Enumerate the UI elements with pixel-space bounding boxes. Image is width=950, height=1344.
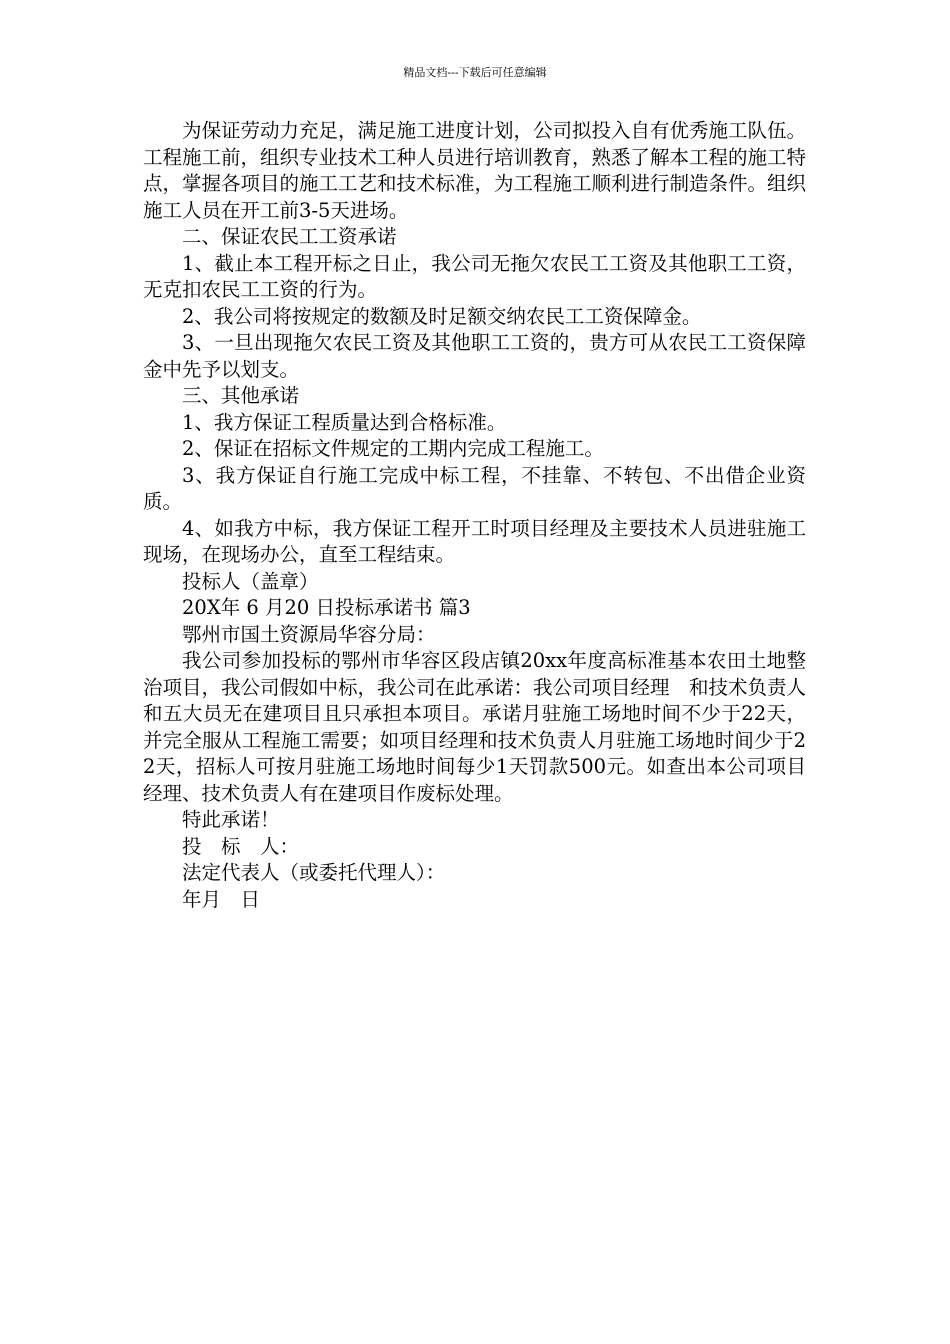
page-header: 精品文档---下载后可任意编辑: [403, 66, 547, 79]
paragraph-other-item-1: 1、我方保证工程质量达到合格标准。: [182, 410, 507, 434]
addressee-line: 鄂州市国土资源局华容分局：: [182, 622, 436, 646]
heading-other-commitments: 三、其他承诺: [182, 384, 300, 407]
paragraph-wage-item-2: 2、我公司将按规定的数额及时足额交纳农民工工资保障金。: [182, 304, 702, 328]
paragraph-other-item-3: 3、我方保证自行施工完成中标工程，不挂靠、不转包、不出借企业资质。: [143, 463, 806, 513]
paragraph-wage-item-3: 3、一旦出现拖欠农民工资及其他职工工资的，贵方可从农民工工资保障金中先予以划支。: [143, 331, 806, 381]
bidder-signature-line: 投 标 人：: [182, 834, 300, 858]
heading-wage-commitment: 二、保证农民工工资承诺: [182, 225, 397, 248]
closing-line: 特此承诺！: [182, 808, 280, 831]
date-line: 年月 日: [182, 887, 261, 911]
paragraph-labor-guarantee: 为保证劳动力充足，满足施工进度计划，公司拟投入自有优秀施工队伍。工程施工前，组织专业技术工种人员进行培训教育，熟悉了解本工程的施工特点，掌握各项目的施工工艺和技术标准，为工程施工顺利进行制造条件。组织施工人员在开工前3-5天进场。: [143, 119, 807, 222]
paragraph-wage-item-1: 1、截止本工程开标之日止，我公司无拖欠农民工工资及其他职工工资，无克扣农民工工资的行为。: [143, 251, 806, 301]
document-body: [143, 118, 806, 913]
section-title-line: 20X年 6 月20 日投标承诺书 篇3: [182, 596, 471, 619]
paragraph-commitment-body: 我公司参加投标的鄂州市华容区段店镇20xx年度高标准基本农田土地整治项目，我公司假如中标，我公司在此承诺：我公司项目经理 和技术负责人 和五大员无在建项目且只承担本项目。承诺月驻施工场地时间不少于22天，并完全服从工程施工需要；如项目经理和技术负责人月驻施工场地时间少于22天，招标人可按月驻施工场地时间每少1天罚款500元。如查出本公司项目经理、技术负责人有在建项目作废标处理。: [143, 649, 807, 805]
bidder-seal-line: 投标人（盖章）: [182, 569, 319, 593]
paragraph-other-item-2: 2、保证在招标文件规定的工期内完成工程施工。: [182, 437, 604, 460]
legal-representative-line: 法定代表人（或委托代理人）：: [182, 861, 446, 884]
paragraph-other-item-4: 4、如我方中标，我方保证工程开工时项目经理及主要技术人员进驻施工现场，在现场办公，直至工程结束。: [143, 516, 806, 566]
